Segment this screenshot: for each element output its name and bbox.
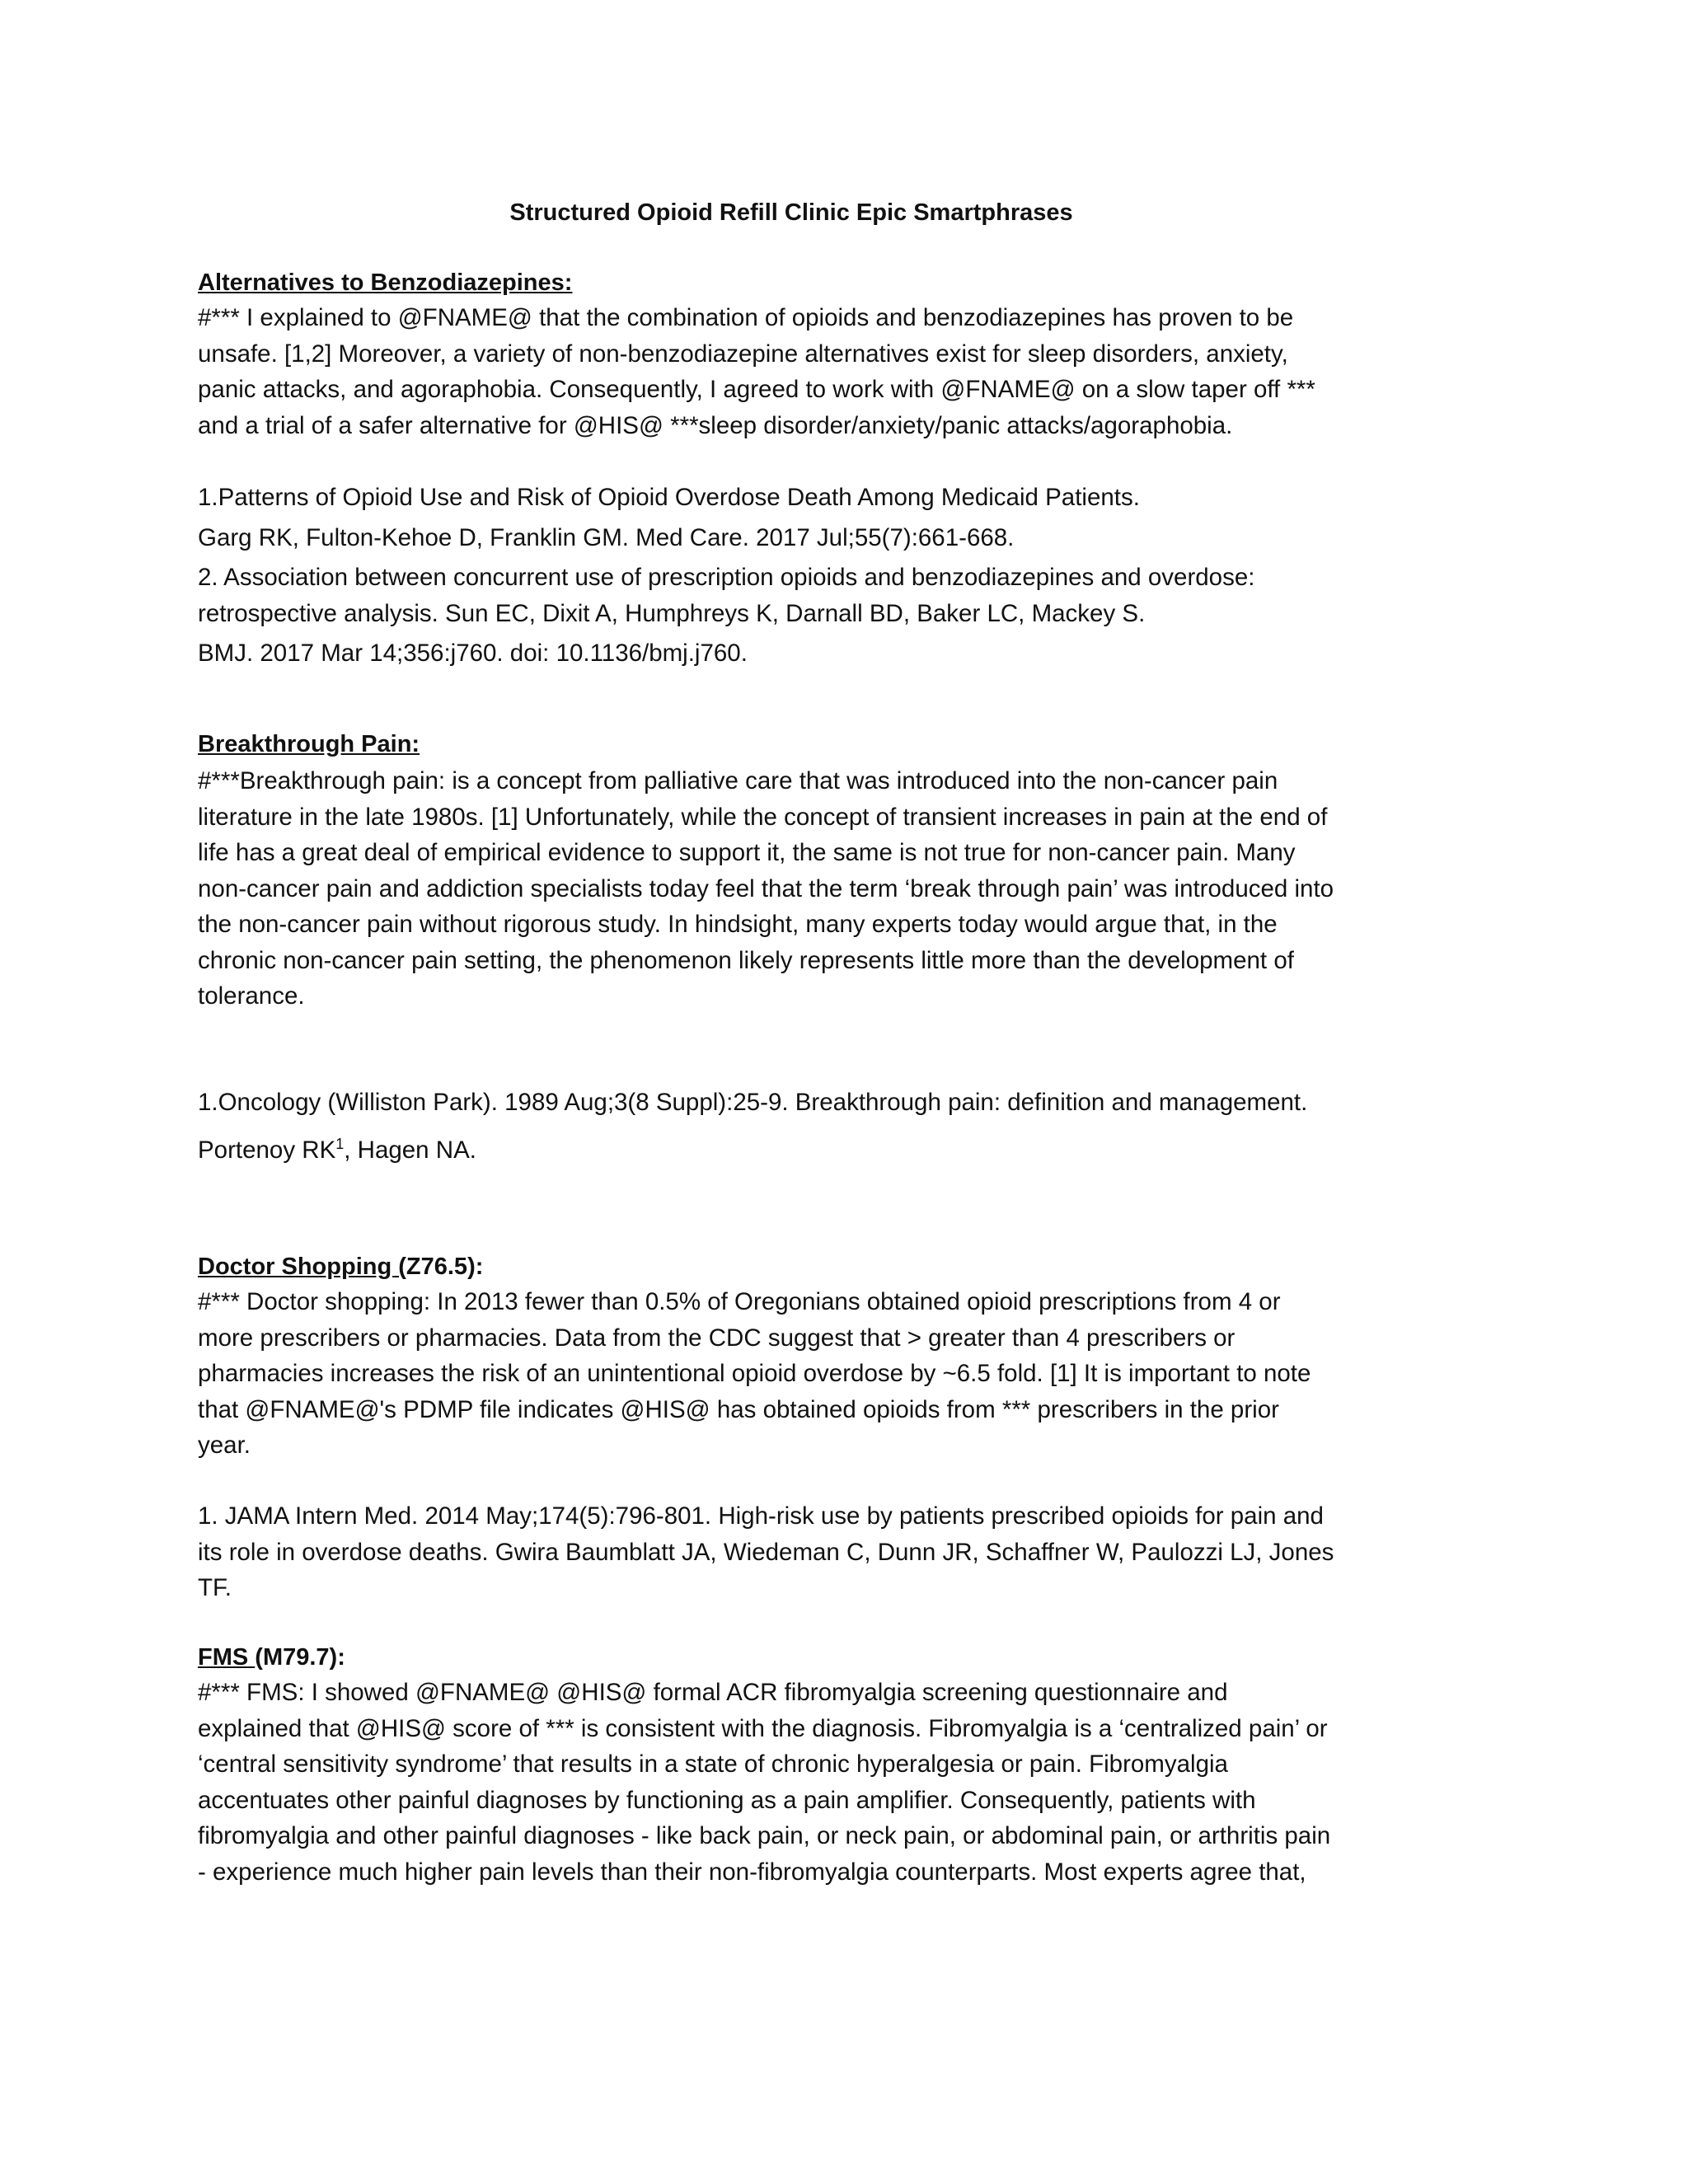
section-heading: Alternatives to Benzodiazepines: — [198, 269, 573, 296]
section-body: #*** I explained to @FNAME@ that the combination of opioids and benzodiazepines has proven to be unsafe. [1,2] Moreover, a variety of non-benzodiazepine alternatives exist for sleep disorders, anxiety, panic attacks, and agoraphobia. Consequently, I agreed to work with @FNAME@ on a slow taper off *** and a trial of a safer alternative for @HIS@ ***sleep disorder/anxiety/panic attacks/agoraphobia. — [198, 304, 1315, 439]
section-body: #***Breakthrough pain: is a concept from palliative care that was introduced into the non-cancer pain literature in the late 1980s. [1] Unfortunately, while the concept of transient increases in pain at the end of life has a great deal of empirical evidence to support it, the same is not true for non-cancer pain. Many non-cancer pain and addiction specialists today feel that the term ‘break through pain’ was introduced into the non-cancer pain without rigorous study. In hindsight, many experts today would argue that, in the chronic non-cancer pain setting, the phenomenon likely represents little more than the development of tolerance. — [198, 767, 1334, 1010]
section-body: #*** Doctor shopping: In 2013 fewer than 0.5% of Oregonians obtained opioid prescriptions from 4 or more prescribers or pharmacies. Data from the CDC suggest that > greater than 4 prescribers or pharmacies increases the risk of an unintentional opioid overdose by ~6.5 fold. [1] It is important to note that @FNAME@'s PDMP file indicates @HIS@ has obtained opioids from *** prescribers in the prior year. — [198, 1288, 1311, 1459]
reference-item: 2. Association between concurrent use of prescription opioids and benzodiazepines and overdose: retrospective analysis. Sun EC, Dixit A, Humphreys K, Darnall BD, Baker LC, Mackey S. — [198, 564, 1255, 627]
reference-item: Garg RK, Fulton-Kehoe D, Franklin GM. Med Care. 2017 Jul;55(7):661-668. — [198, 523, 1015, 551]
references-breakthrough-pain — [198, 1085, 1484, 1168]
section-heading: FMS (M79.7): — [198, 1644, 345, 1671]
section-heading: Doctor Shopping (Z76.5): — [198, 1254, 484, 1280]
section-fms — [198, 1640, 1484, 1890]
reference-authors: Portenoy $RK^1$, Hagen NA. — [198, 1135, 476, 1164]
reference-item: BMJ. 2017 Mar 14;356:j760. doi: 10.1136/bmj.j760. — [198, 640, 748, 667]
section-breakthrough-pain — [198, 727, 1484, 1015]
section-benzodiazepines — [198, 265, 1484, 443]
reference-item: 1.Oncology (Williston Park). 1989 Aug;3(8 Suppl):25-9. Breakthrough pain: definition and management. — [198, 1089, 1308, 1116]
reference-item: 1. JAMA Intern Med. 2014 May;174(5):796-801. High-risk use by patients prescribed opioids for pain and its role in overdose deaths. Gwira Baumblatt JA, Wiedeman C, Dunn JR, Schaffner W, Paulozzi LJ, Jones TF. — [198, 1502, 1334, 1601]
section-body: #*** FMS: I showed @FNAME@ @HIS@ formal ACR fibromyalgia screening questionnaire and explained that @HIS@ score of *** is consistent with the diagnosis. Fibromyalgia is a ‘centralized pain’ or ‘central sensitivity syndrome’ that results in a state of chronic hyperalgesia or pain. Fibromyalgia accentuates other painful diagnoses by functioning as a pain amplifier. Consequently, patients with fibromyalgia and other painful diagnoses - like back pain, or neck pain, or abdominal pain, or arthritis pain - experience much higher pain levels than their non-fibromyalgia counterparts. Most experts agree that, — [198, 1679, 1331, 1886]
section-heading: Breakthrough Pain: — [198, 731, 420, 757]
references-benzodiazepines — [198, 480, 1484, 672]
references-doctor-shopping — [198, 1498, 1484, 1606]
section-doctor-shopping — [198, 1249, 1484, 1464]
document-title: Structured Opioid Refill Clinic Epic Smartphrases — [509, 199, 1073, 226]
reference-item: 1.Patterns of Opioid Use and Risk of Opioid Overdose Death Among Medicaid Patients. — [198, 484, 1140, 511]
